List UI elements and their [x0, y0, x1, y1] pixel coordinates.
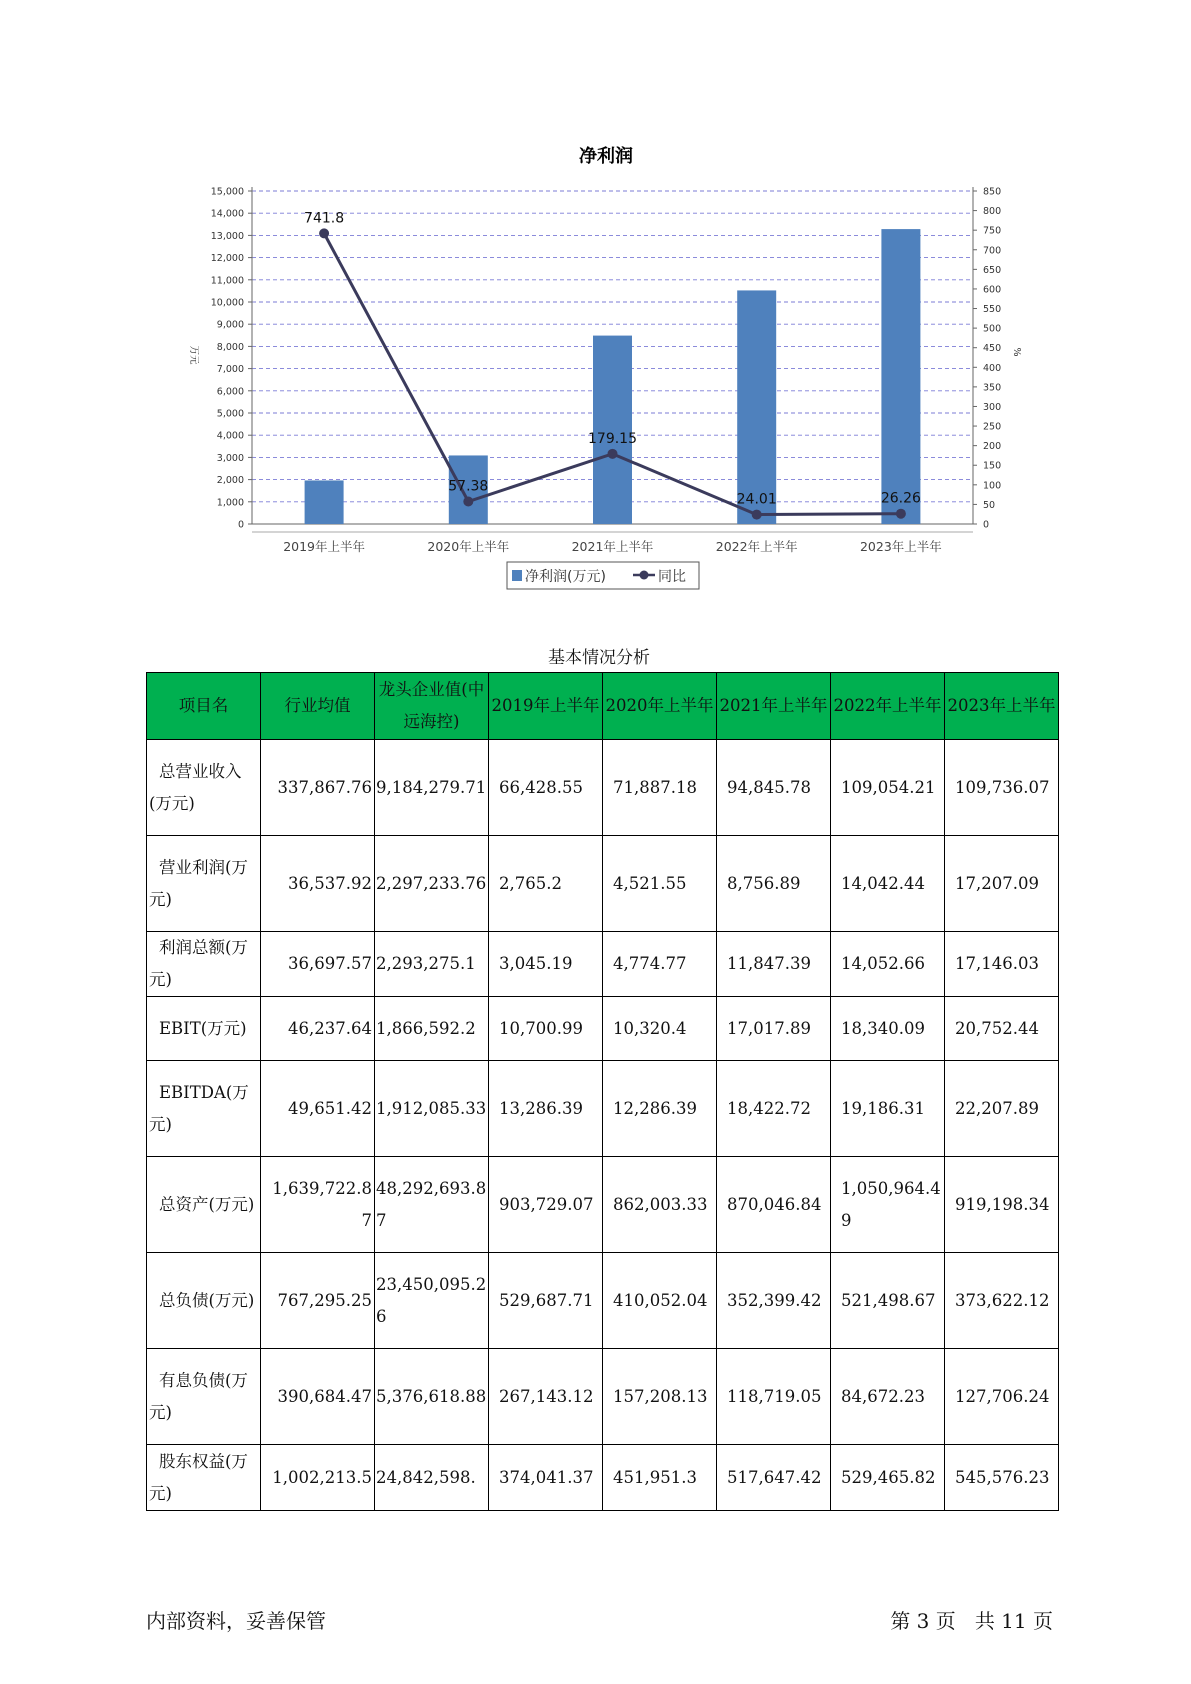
table-cell: 18,422.72 [717, 1061, 831, 1157]
table-cell: 23,450,095.26 [375, 1253, 489, 1349]
table-row [147, 997, 1059, 1061]
table-cell: 870,046.84 [717, 1157, 831, 1253]
y2-axis-label: % [1011, 347, 1022, 357]
yoy-data-label: 26.26 [880, 490, 921, 507]
table-cell: 2,293,275.1 [375, 932, 489, 997]
row-label-cell: 有息负债(万元) [147, 1349, 261, 1445]
table-cell: 8,756.89 [717, 836, 831, 932]
table-cell: 4,521.55 [603, 836, 717, 932]
y2-tick-label: 800 [983, 206, 1002, 218]
footer-page-number [890, 1605, 1053, 1634]
table-cell: 5,376,618.88 [375, 1349, 489, 1445]
table-header-cell: 2019年上半年 [489, 673, 603, 740]
y-tick-label: 13,000 [210, 230, 244, 242]
yoy-data-label: 24.01 [736, 491, 777, 508]
table-cell: 49,651.42 [261, 1061, 375, 1157]
x-tick-label: 2021年上半年 [571, 539, 654, 554]
y2-tick-label: 0 [983, 519, 990, 531]
table-row [147, 1157, 1059, 1253]
page-number-text: 第 3 页 共 11 页 [890, 1609, 1053, 1633]
table-cell: 4,774.77 [603, 932, 717, 997]
y-tick-label: 0 [237, 519, 244, 531]
table-cell: 521,498.67 [831, 1253, 945, 1349]
table-cell: 12,286.39 [603, 1061, 717, 1157]
table-cell: 2,297,233.76 [375, 836, 489, 932]
table-cell: 267,143.12 [489, 1349, 603, 1445]
table-cell: 18,340.09 [831, 997, 945, 1061]
table-cell: 109,054.21 [831, 740, 945, 836]
y2-tick-label: 200 [983, 441, 1002, 453]
table-cell: 410,052.04 [603, 1253, 717, 1349]
yoy-point [896, 509, 906, 519]
legend-bar-swatch [512, 570, 522, 581]
row-label-cell: 总资产(万元) [147, 1157, 261, 1253]
bar [737, 290, 776, 524]
y-tick-label: 12,000 [210, 253, 244, 265]
y2-tick-label: 750 [983, 225, 1002, 237]
table-cell: 352,399.42 [717, 1253, 831, 1349]
y2-tick-label: 600 [983, 284, 1002, 296]
table-cell: 1,002,213.5 [261, 1445, 375, 1511]
y2-tick-label: 250 [983, 421, 1002, 433]
table-cell: 17,207.09 [945, 836, 1059, 932]
y-tick-label: 15,000 [210, 186, 244, 198]
y-tick-label: 8,000 [216, 341, 244, 353]
y-tick-label: 3,000 [216, 452, 244, 464]
table-header-cell: 2023年上半年 [945, 673, 1059, 740]
table-cell: 1,912,085.33 [375, 1061, 489, 1157]
y-tick-label: 4,000 [216, 430, 244, 442]
x-tick-label: 2023年上半年 [859, 539, 942, 554]
yoy-data-label: 57.38 [448, 478, 489, 495]
basic-analysis-table [146, 672, 1059, 1511]
y2-tick-label: 450 [983, 343, 1002, 355]
table-cell: 373,622.12 [945, 1253, 1059, 1349]
chart-legend [507, 562, 699, 589]
table-cell: 46,237.64 [261, 997, 375, 1061]
table-row [147, 1061, 1059, 1157]
footer-confidential-note: 内部资料，妥善保管 [146, 1609, 326, 1633]
table-cell: 14,052.66 [831, 932, 945, 997]
table-row [147, 740, 1059, 836]
yoy-data-label: 741.8 [304, 210, 345, 227]
table-row [147, 1349, 1059, 1445]
table-cell: 374,041.37 [489, 1445, 603, 1511]
table-header-cell: 行业均值 [261, 673, 375, 740]
table-cell: 451,951.3 [603, 1445, 717, 1511]
y2-tick-label: 700 [983, 245, 1002, 257]
table-cell: 2,765.2 [489, 836, 603, 932]
x-tick-label: 2019年上半年 [283, 539, 366, 554]
yoy-data-label: 179.15 [588, 430, 637, 447]
table-header-cell: 2020年上半年 [603, 673, 717, 740]
table-cell: 109,736.07 [945, 740, 1059, 836]
row-label-cell: 营业利润(万元) [147, 836, 261, 932]
table-cell: 767,295.25 [261, 1253, 375, 1349]
bar [305, 480, 344, 524]
table-row [147, 836, 1059, 932]
y2-tick-label: 50 [983, 499, 996, 511]
y-tick-label: 9,000 [216, 319, 244, 331]
table-cell: 10,320.4 [603, 997, 717, 1061]
yoy-point [608, 449, 618, 459]
y-axis-label: 万元 [188, 345, 199, 365]
table-cell: 19,186.31 [831, 1061, 945, 1157]
table-cell: 529,687.71 [489, 1253, 603, 1349]
table-cell: 1,050,964.49 [831, 1157, 945, 1253]
table-cell: 903,729.07 [489, 1157, 603, 1253]
table-cell: 862,003.33 [603, 1157, 717, 1253]
row-label-cell: EBIT(万元) [147, 997, 261, 1061]
table-cell: 545,576.23 [945, 1445, 1059, 1511]
legend-line-marker [640, 571, 649, 580]
y2-tick-label: 350 [983, 382, 1002, 394]
table-cell: 10,700.99 [489, 997, 603, 1061]
table-cell: 22,207.89 [945, 1061, 1059, 1157]
y-tick-label: 14,000 [210, 208, 244, 220]
table-caption: 基本情况分析 [548, 648, 650, 668]
table-cell: 20,752.44 [945, 997, 1059, 1061]
y-tick-label: 6,000 [216, 386, 244, 398]
table-cell: 24,842,598. [375, 1445, 489, 1511]
yoy-point [319, 228, 329, 238]
y2-tick-label: 550 [983, 304, 1002, 316]
y2-tick-label: 650 [983, 264, 1002, 276]
table-header-cell: 2022年上半年 [831, 673, 945, 740]
table-cell: 337,867.76 [261, 740, 375, 836]
table-cell: 1,639,722.87 [261, 1157, 375, 1253]
table-cell: 11,847.39 [717, 932, 831, 997]
table-header-cell: 项目名 [147, 673, 261, 740]
y2-tick-label: 500 [983, 323, 1002, 335]
y-tick-label: 2,000 [216, 475, 244, 487]
table-cell: 3,045.19 [489, 932, 603, 997]
table-header-cell: 2021年上半年 [717, 673, 831, 740]
table-cell: 36,537.92 [261, 836, 375, 932]
row-label-cell: 利润总额(万元) [147, 932, 261, 997]
table-row [147, 1253, 1059, 1349]
table-cell: 127,706.24 [945, 1349, 1059, 1445]
table-header-row [147, 673, 1059, 740]
table-cell: 48,292,693.87 [375, 1157, 489, 1253]
x-tick-label: 2022年上半年 [715, 539, 798, 554]
table-cell: 17,146.03 [945, 932, 1059, 997]
table-cell: 118,719.05 [717, 1349, 831, 1445]
row-label-cell: 股东权益(万元) [147, 1445, 261, 1511]
row-label-cell: EBITDA(万元) [147, 1061, 261, 1157]
y-tick-label: 10,000 [210, 297, 244, 309]
table-row [147, 1445, 1059, 1511]
table-cell: 9,184,279.71 [375, 740, 489, 836]
table-header-cell: 龙头企业值(中远海控) [375, 673, 489, 740]
table-cell: 919,198.34 [945, 1157, 1059, 1253]
table-cell: 157,208.13 [603, 1349, 717, 1445]
table-body [147, 740, 1059, 1511]
table-cell: 13,286.39 [489, 1061, 603, 1157]
table-cell: 529,465.82 [831, 1445, 945, 1511]
y-tick-label: 5,000 [216, 408, 244, 420]
row-label-cell: 总营业收入(万元) [147, 740, 261, 836]
y2-tick-label: 850 [983, 186, 1002, 198]
y-tick-label: 1,000 [216, 497, 244, 509]
table-cell: 17,017.89 [717, 997, 831, 1061]
yoy-point [463, 497, 473, 507]
y2-tick-label: 300 [983, 401, 1002, 413]
table-cell: 390,684.47 [261, 1349, 375, 1445]
legend-line-label: 同比 [658, 569, 686, 585]
table-row [147, 932, 1059, 997]
table-cell: 517,647.42 [717, 1445, 831, 1511]
bar [593, 336, 632, 524]
table-cell: 71,887.18 [603, 740, 717, 836]
table-cell: 36,697.57 [261, 932, 375, 997]
y2-tick-label: 150 [983, 460, 1002, 472]
y2-tick-label: 100 [983, 480, 1002, 492]
net-profit-chart [0, 0, 1191, 600]
chart-title: 净利润 [579, 146, 633, 167]
table-cell: 1,866,592.2 [375, 997, 489, 1061]
table-cell: 14,042.44 [831, 836, 945, 932]
table-cell: 94,845.78 [717, 740, 831, 836]
row-label-cell: 总负债(万元) [147, 1253, 261, 1349]
table-cell: 66,428.55 [489, 740, 603, 836]
bar [881, 229, 920, 524]
x-tick-label: 2020年上半年 [427, 539, 510, 554]
legend-bar-label: 净利润(万元) [525, 569, 606, 585]
y-tick-label: 7,000 [216, 364, 244, 376]
y2-tick-label: 400 [983, 362, 1002, 374]
table-cell: 84,672.23 [831, 1349, 945, 1445]
y-tick-label: 11,000 [210, 275, 244, 287]
yoy-point [752, 510, 762, 520]
